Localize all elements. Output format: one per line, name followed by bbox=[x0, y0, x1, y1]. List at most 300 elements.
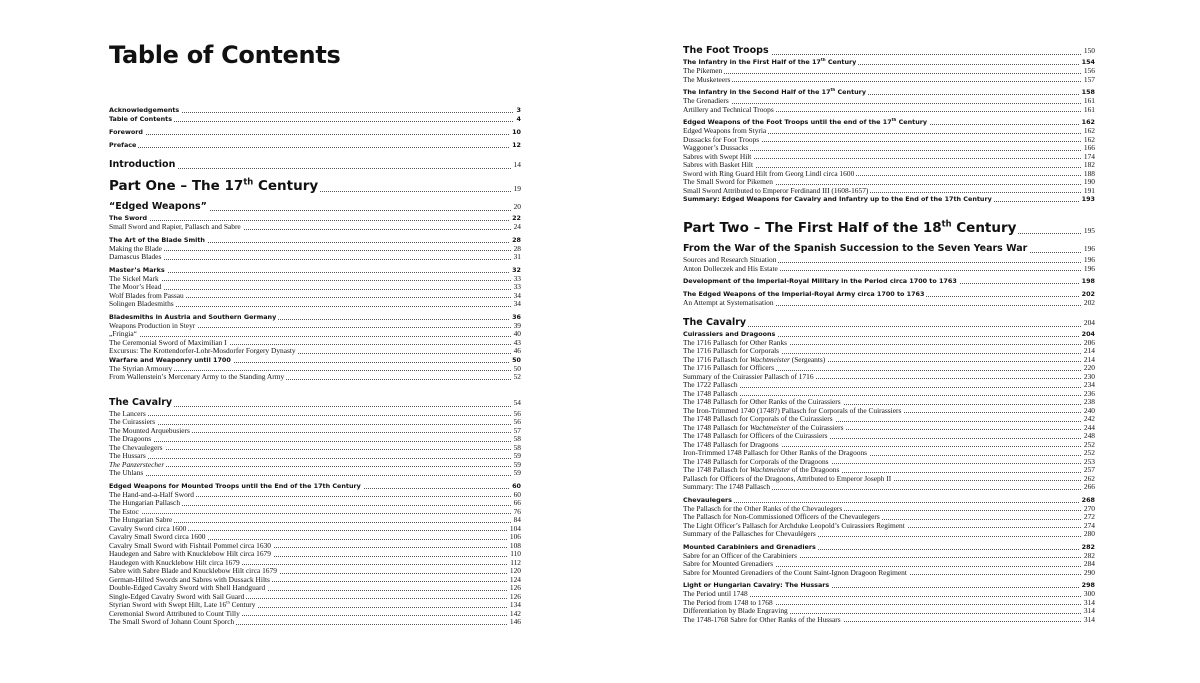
toc-page-number: 19 bbox=[511, 176, 521, 196]
toc-entry-title: Sabre for Mounted Grenadiers of the Count Saint-Ignon Dragoon Regiment bbox=[683, 568, 907, 577]
toc-entry[interactable] bbox=[683, 381, 1095, 390]
toc-page-number: 66 bbox=[511, 499, 521, 508]
toc-entry[interactable] bbox=[683, 136, 1095, 145]
toc-page-number: 134 bbox=[507, 601, 521, 610]
toc-entry-title: The 1722 Pallasch bbox=[683, 381, 738, 389]
toc-entry-title: The 1716 Pallasch for Other Ranks bbox=[683, 338, 788, 347]
toc-page-number: 202 bbox=[1081, 299, 1095, 308]
toc-entry[interactable] bbox=[683, 127, 1095, 136]
toc-page-number: 214 bbox=[1081, 356, 1095, 365]
toc-entry-title: Dussacks for Foot Troops bbox=[683, 135, 760, 144]
toc-entry-title: Sabre with Sabre Blade and Knucklebow Hilt circa 1679 bbox=[109, 567, 277, 575]
toc-entry[interactable] bbox=[683, 390, 1095, 399]
toc-page-number: 126 bbox=[507, 593, 521, 602]
toc-entry[interactable] bbox=[109, 499, 521, 508]
toc-entry-title: An Attempt at Systematisation bbox=[683, 299, 774, 307]
toc-page-number: 142 bbox=[507, 610, 521, 619]
toc-entry-title: Cavalry Small Sword with Fishtail Pommel circa 1630 bbox=[109, 541, 271, 550]
toc-page-number: 282 bbox=[1079, 543, 1095, 552]
toc-entry-title: The Mounted Arquebusiers bbox=[109, 426, 190, 435]
toc-entry-title: Acknowledgements bbox=[109, 106, 180, 114]
toc-entry-title: Cavalry Small Sword circa 1600 bbox=[109, 533, 206, 541]
toc-entry[interactable] bbox=[683, 356, 1095, 365]
toc-page-number: 39 bbox=[511, 322, 521, 331]
toc-entry[interactable] bbox=[683, 581, 1095, 590]
toc-page-number: 52 bbox=[511, 373, 521, 382]
toc-entry[interactable] bbox=[683, 178, 1095, 187]
toc-entry-title: Sabre for Mounted Grenadiers bbox=[683, 560, 774, 568]
toc-entry-title: The Light Officer’s Pallasch for Archduke Leopold’s Cuirassiers Regiment bbox=[683, 521, 905, 530]
toc-entry[interactable] bbox=[683, 88, 1095, 97]
toc-entry-title: Introduction bbox=[109, 159, 176, 170]
toc-page-number: 182 bbox=[1081, 161, 1095, 170]
toc-entry[interactable] bbox=[109, 176, 521, 196]
toc-entry[interactable] bbox=[683, 118, 1095, 127]
toc-page-number: 188 bbox=[1081, 170, 1095, 179]
toc-entry[interactable] bbox=[109, 356, 521, 365]
toc-entry[interactable] bbox=[683, 265, 1095, 274]
toc-entry[interactable] bbox=[683, 316, 1095, 330]
toc-entry-title: The Hungarian Sabre bbox=[109, 516, 173, 524]
toc-entry-title: „Fringia“ bbox=[109, 330, 137, 338]
toc-page-number: 33 bbox=[511, 283, 521, 292]
toc-entry-title: Edged Weapons of the Foot Troops until the end of the 17th Century bbox=[683, 118, 928, 126]
toc-entry-title: The 1748 Pallasch for Officers of the Cuirassiers bbox=[683, 432, 828, 440]
toc-entry[interactable] bbox=[683, 590, 1095, 599]
toc-entry[interactable] bbox=[109, 516, 521, 525]
toc-entry[interactable] bbox=[683, 299, 1095, 308]
toc-page-number: 158 bbox=[1079, 88, 1095, 97]
toc-page-number: 253 bbox=[1081, 458, 1095, 467]
toc-entry[interactable] bbox=[109, 223, 521, 232]
toc-entry[interactable] bbox=[109, 347, 521, 356]
toc-page-number: 193 bbox=[1079, 195, 1095, 204]
toc-entry-title: Excursus: The Krottendorfer-Lohr-Mosdorfer Forgery Dynasty bbox=[109, 347, 296, 355]
toc-page-number: 50 bbox=[509, 356, 521, 365]
toc-page-number: 282 bbox=[1081, 552, 1095, 561]
toc-page-number: 12 bbox=[509, 141, 521, 150]
toc-entry-title: Development of the Imperial-Royal Military in the Period circa 1700 to 1763 bbox=[683, 277, 957, 285]
toc-entry[interactable] bbox=[683, 97, 1095, 106]
toc-entry-title: Wolf Blades from Passau bbox=[109, 291, 184, 300]
toc-entry-title: Double-Edged Cavalry Sword with Shell Handguard bbox=[109, 584, 266, 592]
toc-entry-title: The Small Sword of Johann Count Sporch bbox=[109, 618, 235, 626]
toc-entry-title: Damascus Blades bbox=[109, 253, 162, 261]
toc-entry-title: Cavalry Sword circa 1600 bbox=[109, 524, 187, 533]
toc-entry-title: Mounted Carabiniers and Grenadiers bbox=[683, 542, 816, 551]
toc-entry[interactable] bbox=[109, 576, 521, 585]
toc-page-number: 10 bbox=[509, 128, 521, 137]
toc-entry-title: The Small Sword for Pikemen bbox=[683, 178, 773, 186]
toc-entry[interactable] bbox=[109, 410, 521, 419]
toc-entry[interactable] bbox=[109, 236, 521, 245]
toc-page-number: 191 bbox=[1081, 187, 1095, 196]
toc-page-number: 280 bbox=[1081, 530, 1095, 539]
toc-page-number: 108 bbox=[507, 542, 521, 551]
toc-entry-title: Sabre for an Officer of the Carabiniers bbox=[683, 551, 797, 560]
toc-entry-title: Waggoner’s Dussacks bbox=[683, 144, 749, 152]
toc-page-number: 252 bbox=[1081, 449, 1095, 458]
toc-page-number: 36 bbox=[509, 313, 521, 322]
toc-entry[interactable] bbox=[109, 373, 521, 382]
toc-entry-title: Sources and Research Situation bbox=[683, 256, 777, 264]
toc-page-number: 106 bbox=[507, 533, 521, 542]
toc-page-number: 162 bbox=[1079, 118, 1095, 127]
toc-page-number: 166 bbox=[1081, 144, 1095, 153]
toc-entry[interactable] bbox=[683, 398, 1095, 407]
toc-page-number: 58 bbox=[511, 444, 521, 453]
toc-entry-title: Foreword bbox=[109, 128, 144, 136]
toc-entry[interactable] bbox=[683, 153, 1095, 162]
toc-entry[interactable] bbox=[683, 607, 1095, 616]
toc-entry-title: The Cavalry bbox=[683, 316, 747, 328]
toc-entry[interactable] bbox=[683, 161, 1095, 170]
toc-entry-title: Haudegen and Sabre with Knucklebow Hilt circa 1679 bbox=[109, 550, 271, 558]
toc-page-number: 274 bbox=[1081, 522, 1095, 531]
toc-entry-title: The 1716 Pallasch for Corporals bbox=[683, 347, 780, 355]
toc-entry-title: The 1748 Pallasch for Other Ranks of the Cuirassiers bbox=[683, 398, 841, 406]
toc-entry-title: The 1748 Pallasch for Corporals of the Cuirassiers bbox=[683, 415, 833, 423]
toc-entry-title: Part One – The 17th Century bbox=[109, 176, 319, 194]
toc-entry[interactable] bbox=[683, 569, 1095, 578]
toc-entry[interactable] bbox=[109, 418, 521, 427]
toc-page-number: 110 bbox=[507, 550, 521, 559]
toc-page-number: 54 bbox=[511, 396, 521, 410]
toc-entry-title: Summary of the Cuirassier Pallasch of 1716 bbox=[683, 372, 814, 381]
toc-page-number: 31 bbox=[511, 253, 521, 262]
toc-entry[interactable] bbox=[109, 491, 521, 500]
toc-entry[interactable] bbox=[683, 144, 1095, 153]
toc-entry-title: Iron-Trimmed 1748 Pallasch for Other Ranks of the Dragoons bbox=[683, 449, 868, 457]
toc-entry[interactable] bbox=[109, 253, 521, 262]
toc-entry[interactable] bbox=[683, 424, 1095, 433]
toc-entry[interactable] bbox=[109, 339, 521, 348]
toc-entry[interactable] bbox=[683, 441, 1095, 450]
toc-entry-title: Chevaulegers bbox=[683, 495, 732, 504]
toc-entry-title: The 1716 Pallasch for Officers bbox=[683, 364, 774, 372]
toc-entry[interactable] bbox=[109, 200, 521, 214]
toc-entry[interactable] bbox=[109, 275, 521, 284]
toc-entry[interactable] bbox=[109, 266, 521, 275]
toc-entry[interactable] bbox=[683, 475, 1095, 484]
toc-entry-title: Summary of the Pallasches for Chevaulégers bbox=[683, 530, 816, 538]
toc-entry-title: Small Sword Attributed to Emperor Ferdinand III (1608-1657) bbox=[683, 186, 869, 195]
toc-page-number: 270 bbox=[1081, 505, 1095, 514]
toc-entry[interactable] bbox=[683, 449, 1095, 458]
toc-page-number: 195 bbox=[1081, 218, 1095, 238]
toc-page-number: 146 bbox=[507, 618, 521, 627]
toc-entry[interactable] bbox=[683, 58, 1095, 67]
toc-page-number: 33 bbox=[511, 275, 521, 284]
toc-entry-title: Single-Edged Cavalry Sword with Sail Guard bbox=[109, 592, 245, 601]
toc-entry-title: The 1716 Pallasch for Wachtmeister (Sergeants) bbox=[683, 355, 826, 364]
toc-page-number: 40 bbox=[511, 330, 521, 339]
toc-entry-title: Sabres with Basket Hilt bbox=[683, 161, 753, 169]
toc-entry[interactable] bbox=[109, 584, 521, 593]
toc-page-number: 284 bbox=[1081, 560, 1095, 569]
toc-entry-title: Pallasch for Officers of the Dragoons, Attributed to Emperor Joseph II bbox=[683, 474, 892, 483]
toc-page-number: 34 bbox=[511, 292, 521, 301]
toc-entry[interactable] bbox=[683, 505, 1095, 514]
toc-entry[interactable] bbox=[109, 283, 521, 292]
toc-entry-title: The Sword bbox=[109, 214, 148, 222]
toc-entry-title: The Musketeers bbox=[683, 75, 731, 84]
toc-page-number: 298 bbox=[1079, 581, 1095, 590]
toc-entry-title: Sabres with Swept Hilt bbox=[683, 152, 752, 161]
toc-page-number: 240 bbox=[1081, 407, 1095, 416]
toc-page-number: 234 bbox=[1081, 381, 1095, 390]
toc-entry[interactable] bbox=[109, 452, 521, 461]
toc-entry-title: The Infantry in the First Half of the 17th Century bbox=[683, 58, 857, 66]
toc-page-number: 120 bbox=[507, 567, 521, 576]
toc-entry[interactable] bbox=[683, 407, 1095, 416]
toc-entry[interactable] bbox=[109, 141, 521, 150]
toc-entry[interactable] bbox=[109, 610, 521, 619]
toc-page-number: 174 bbox=[1081, 153, 1095, 162]
toc-entry[interactable] bbox=[109, 427, 521, 436]
toc-page-number: 257 bbox=[1081, 466, 1095, 475]
toc-entry[interactable] bbox=[683, 513, 1095, 522]
toc-entry[interactable] bbox=[683, 290, 1095, 299]
toc-entry-title: Preface bbox=[109, 141, 137, 149]
toc-list-left bbox=[109, 0, 521, 627]
toc-entry-title: The Cavalry bbox=[109, 396, 173, 408]
toc-page-number: 60 bbox=[511, 491, 521, 500]
toc-entry-title: The Infantry in the Second Half of the 17th Century bbox=[683, 88, 866, 96]
toc-entry[interactable] bbox=[683, 530, 1095, 539]
toc-entry[interactable] bbox=[109, 396, 521, 410]
toc-entry-title: The Dragoons bbox=[109, 435, 152, 443]
toc-page-number: 196 bbox=[1081, 242, 1095, 256]
toc-entry[interactable] bbox=[109, 435, 521, 444]
toc-entry-title: The 1748 Pallasch for Corporals of the Dragoons bbox=[683, 457, 829, 466]
toc-entry-title: Artillery and Technical Troops bbox=[683, 105, 774, 114]
toc-entry[interactable] bbox=[109, 601, 521, 610]
toc-entry-title: The Grenadiers bbox=[683, 97, 729, 105]
toc-entry[interactable] bbox=[109, 330, 521, 339]
toc-entry[interactable] bbox=[683, 364, 1095, 373]
toc-page-number: 266 bbox=[1081, 483, 1095, 492]
toc-entry-title: The Panzerstecher bbox=[109, 460, 165, 469]
toc-page-number: 314 bbox=[1081, 607, 1095, 616]
toc-page-number: 84 bbox=[511, 516, 521, 525]
toc-entry[interactable] bbox=[109, 533, 521, 542]
toc-entry-title: Cuirassiers and Dragoons bbox=[683, 329, 776, 338]
toc-entry-title: Solingen Bladesmiths bbox=[109, 300, 174, 308]
toc-entry[interactable] bbox=[109, 444, 521, 453]
toc-page-number: 76 bbox=[511, 508, 521, 517]
toc-page-number: 206 bbox=[1081, 339, 1095, 348]
toc-page-number: 252 bbox=[1081, 441, 1095, 450]
toc-entry[interactable] bbox=[109, 245, 521, 254]
toc-page-number: 161 bbox=[1081, 97, 1095, 106]
toc-entry[interactable] bbox=[109, 461, 521, 470]
toc-page-number: 59 bbox=[511, 452, 521, 461]
toc-page-number: 24 bbox=[511, 223, 521, 232]
toc-page-number: 50 bbox=[511, 365, 521, 374]
toc-entry-title: The 1748-1768 Sabre for Other Ranks of the Hussars bbox=[683, 615, 841, 624]
toc-entry[interactable] bbox=[683, 522, 1095, 531]
toc-entry[interactable] bbox=[683, 242, 1095, 256]
toc-page-number: 204 bbox=[1081, 316, 1095, 330]
toc-entry[interactable] bbox=[109, 128, 521, 137]
toc-page-number: 202 bbox=[1079, 290, 1095, 299]
toc-entry-title: The Hussars bbox=[109, 452, 146, 460]
toc-entry[interactable] bbox=[683, 195, 1095, 204]
toc-page-number: 214 bbox=[1081, 347, 1095, 356]
toc-entry[interactable] bbox=[109, 550, 521, 559]
toc-page-number: 238 bbox=[1081, 398, 1095, 407]
toc-page-number: 150 bbox=[1081, 44, 1095, 58]
toc-entry[interactable] bbox=[683, 496, 1095, 505]
toc-entry-title: Making the Blade bbox=[109, 244, 162, 253]
toc-page-number: 300 bbox=[1081, 590, 1095, 599]
toc-entry[interactable] bbox=[683, 599, 1095, 608]
toc-entry-title: Styrian Sword with Swept Hilt, Late 16th Century bbox=[109, 601, 256, 609]
toc-page-number: 20 bbox=[511, 200, 521, 214]
toc-page-number: 248 bbox=[1081, 432, 1095, 441]
toc-page-number: 236 bbox=[1081, 390, 1095, 399]
toc-entry[interactable] bbox=[109, 542, 521, 551]
toc-page-number: 156 bbox=[1081, 67, 1095, 76]
toc-entry-title: The Iron-Trimmed 1740 (1748?) Pallasch for Corporals of the Cuirassiers bbox=[683, 406, 902, 415]
toc-page-number: 104 bbox=[507, 525, 521, 534]
toc-page-number: 3 bbox=[514, 106, 521, 115]
toc-page-number: 162 bbox=[1081, 127, 1095, 136]
toc-entry[interactable] bbox=[683, 106, 1095, 115]
toc-entry[interactable] bbox=[109, 214, 521, 223]
toc-entry-title: The Period until 1748 bbox=[683, 590, 748, 598]
toc-entry[interactable] bbox=[683, 616, 1095, 625]
toc-entry[interactable] bbox=[109, 508, 521, 517]
toc-page-number: 154 bbox=[1079, 58, 1095, 67]
toc-entry-title: The Period from 1748 to 1768 bbox=[683, 598, 773, 607]
toc-entry-title: The Styrian Armoury bbox=[109, 364, 173, 373]
toc-entry-title: German-Hilted Swords and Sabres with Dussack Hilts bbox=[109, 575, 270, 584]
toc-entry[interactable] bbox=[683, 67, 1095, 76]
toc-entry[interactable] bbox=[683, 339, 1095, 348]
toc-page-number: 242 bbox=[1081, 415, 1095, 424]
toc-entry-title: The Chevaulegers bbox=[109, 443, 163, 452]
toc-page-number: 220 bbox=[1081, 364, 1095, 373]
toc-page-number: 190 bbox=[1081, 178, 1095, 187]
toc-page-number: 196 bbox=[1081, 265, 1095, 274]
toc-entry[interactable] bbox=[683, 277, 1095, 286]
toc-entry[interactable] bbox=[109, 593, 521, 602]
toc-entry[interactable] bbox=[683, 187, 1095, 196]
toc-entry-title: Weapons Production in Steyr bbox=[109, 321, 196, 330]
toc-page-number: 268 bbox=[1079, 496, 1095, 505]
toc-entry[interactable] bbox=[109, 618, 521, 627]
toc-page-number: 244 bbox=[1081, 424, 1095, 433]
toc-entry[interactable] bbox=[683, 415, 1095, 424]
toc-entry[interactable] bbox=[109, 365, 521, 374]
toc-entry-title: The Edged Weapons of the Imperial-Royal Army circa 1700 to 1763 bbox=[683, 290, 925, 298]
toc-entry-title: Edged Weapons for Mounted Troops until the End of the 17th Century bbox=[109, 481, 361, 490]
toc-entry-title: Sword with Ring Guard Hilt from Georg Lindl circa 1600 bbox=[683, 169, 855, 178]
toc-page-number: 196 bbox=[1081, 256, 1095, 265]
toc-entry[interactable] bbox=[109, 158, 521, 172]
toc-page-number: 314 bbox=[1081, 599, 1095, 608]
toc-page-number: 4 bbox=[514, 115, 521, 124]
toc-entry-title: Haudegen with Knucklebow Hilt circa 1679 bbox=[109, 558, 240, 567]
toc-entry-title: The 1748 Pallasch for Wachtmeister of the Cuirassiers bbox=[683, 423, 844, 432]
toc-entry[interactable] bbox=[683, 560, 1095, 569]
toc-entry[interactable] bbox=[109, 313, 521, 322]
toc-entry-title: Part Two – The First Half of the 18th Century bbox=[683, 218, 1017, 236]
toc-entry-title: Bladesmiths in Austria and Southern Germany bbox=[109, 312, 277, 321]
toc-entry[interactable] bbox=[683, 432, 1095, 441]
toc-entry[interactable] bbox=[109, 567, 521, 576]
page-title: Table of Contents bbox=[109, 41, 341, 69]
toc-entry[interactable] bbox=[109, 322, 521, 331]
toc-page-number: 124 bbox=[507, 576, 521, 585]
toc-page-number: 290 bbox=[1081, 569, 1095, 578]
toc-entry[interactable] bbox=[683, 44, 1095, 58]
toc-entry-title: The Pallasch for the Other Ranks of the Chevaulegers bbox=[683, 504, 843, 513]
toc-entry[interactable] bbox=[109, 106, 521, 115]
toc-entry[interactable] bbox=[683, 543, 1095, 552]
toc-entry[interactable] bbox=[683, 373, 1095, 382]
toc-entry[interactable] bbox=[683, 76, 1095, 85]
toc-entry[interactable] bbox=[683, 552, 1095, 561]
toc-page-number: 314 bbox=[1081, 616, 1095, 625]
toc-page-number: 272 bbox=[1081, 513, 1095, 522]
toc-entry[interactable] bbox=[683, 347, 1095, 356]
toc-entry-title: The Pallasch for Non-Commissioned Officers of the Chevaulegers bbox=[683, 513, 880, 521]
toc-entry[interactable] bbox=[683, 170, 1095, 179]
toc-page-number: 204 bbox=[1079, 330, 1095, 339]
toc-entry[interactable] bbox=[683, 218, 1095, 238]
toc-entry-title: Summary: Edged Weapons for Cavalry and Infantry up to the End of the 17th Century bbox=[683, 195, 992, 203]
toc-entry[interactable] bbox=[109, 115, 521, 124]
toc-page-number: 112 bbox=[507, 559, 521, 568]
toc-page-number: 59 bbox=[511, 461, 521, 470]
toc-entry-title: From the War of the Spanish Succession to the Seven Years War bbox=[683, 243, 1028, 254]
toc-entry-title: The 1748 Pallasch for Wachtmeister of the Dragoons bbox=[683, 466, 840, 474]
toc-entry-title: The Estoc bbox=[109, 507, 139, 516]
toc-page-number: 157 bbox=[1081, 76, 1095, 85]
toc-entry[interactable] bbox=[109, 469, 521, 478]
toc-entry[interactable] bbox=[109, 482, 521, 491]
toc-entry[interactable] bbox=[683, 458, 1095, 467]
toc-entry-title: The Hand-and-a-Half Sword bbox=[109, 490, 194, 499]
toc-entry-title: The Lancers bbox=[109, 409, 146, 418]
toc-page-number: 56 bbox=[511, 410, 521, 419]
toc-entry-title: Differentiation by Blade Engraving bbox=[683, 607, 788, 615]
toc-entry[interactable] bbox=[683, 466, 1095, 475]
toc-page-number: 60 bbox=[509, 482, 521, 491]
toc-entry-title: Ceremonial Sword Attributed to Count Tilly bbox=[109, 609, 240, 618]
toc-entry-title: The Moor’s Head bbox=[109, 283, 162, 291]
toc-entry-title: The Hungarian Pallasch bbox=[109, 499, 181, 507]
toc-entry[interactable] bbox=[683, 330, 1095, 339]
toc-entry[interactable] bbox=[109, 559, 521, 568]
toc-entry[interactable] bbox=[683, 256, 1095, 265]
toc-list-right bbox=[683, 0, 1095, 624]
toc-entry-title: Table of Contents bbox=[109, 115, 172, 123]
toc-page-number: 46 bbox=[511, 347, 521, 356]
toc-entry[interactable] bbox=[109, 292, 521, 301]
toc-page-number: 59 bbox=[511, 469, 521, 478]
toc-entry[interactable] bbox=[109, 525, 521, 534]
toc-entry[interactable] bbox=[683, 483, 1095, 492]
toc-entry[interactable] bbox=[109, 300, 521, 309]
toc-entry-title: Small Sword and Rapier, Pallasch and Sabre bbox=[109, 223, 241, 231]
toc-entry-title: Summary: The 1748 Pallasch bbox=[683, 483, 771, 491]
toc-entry-title: The Ceremonial Sword of Maximilian I bbox=[109, 338, 227, 347]
toc-entry-title: Master’s Marks bbox=[109, 265, 165, 274]
